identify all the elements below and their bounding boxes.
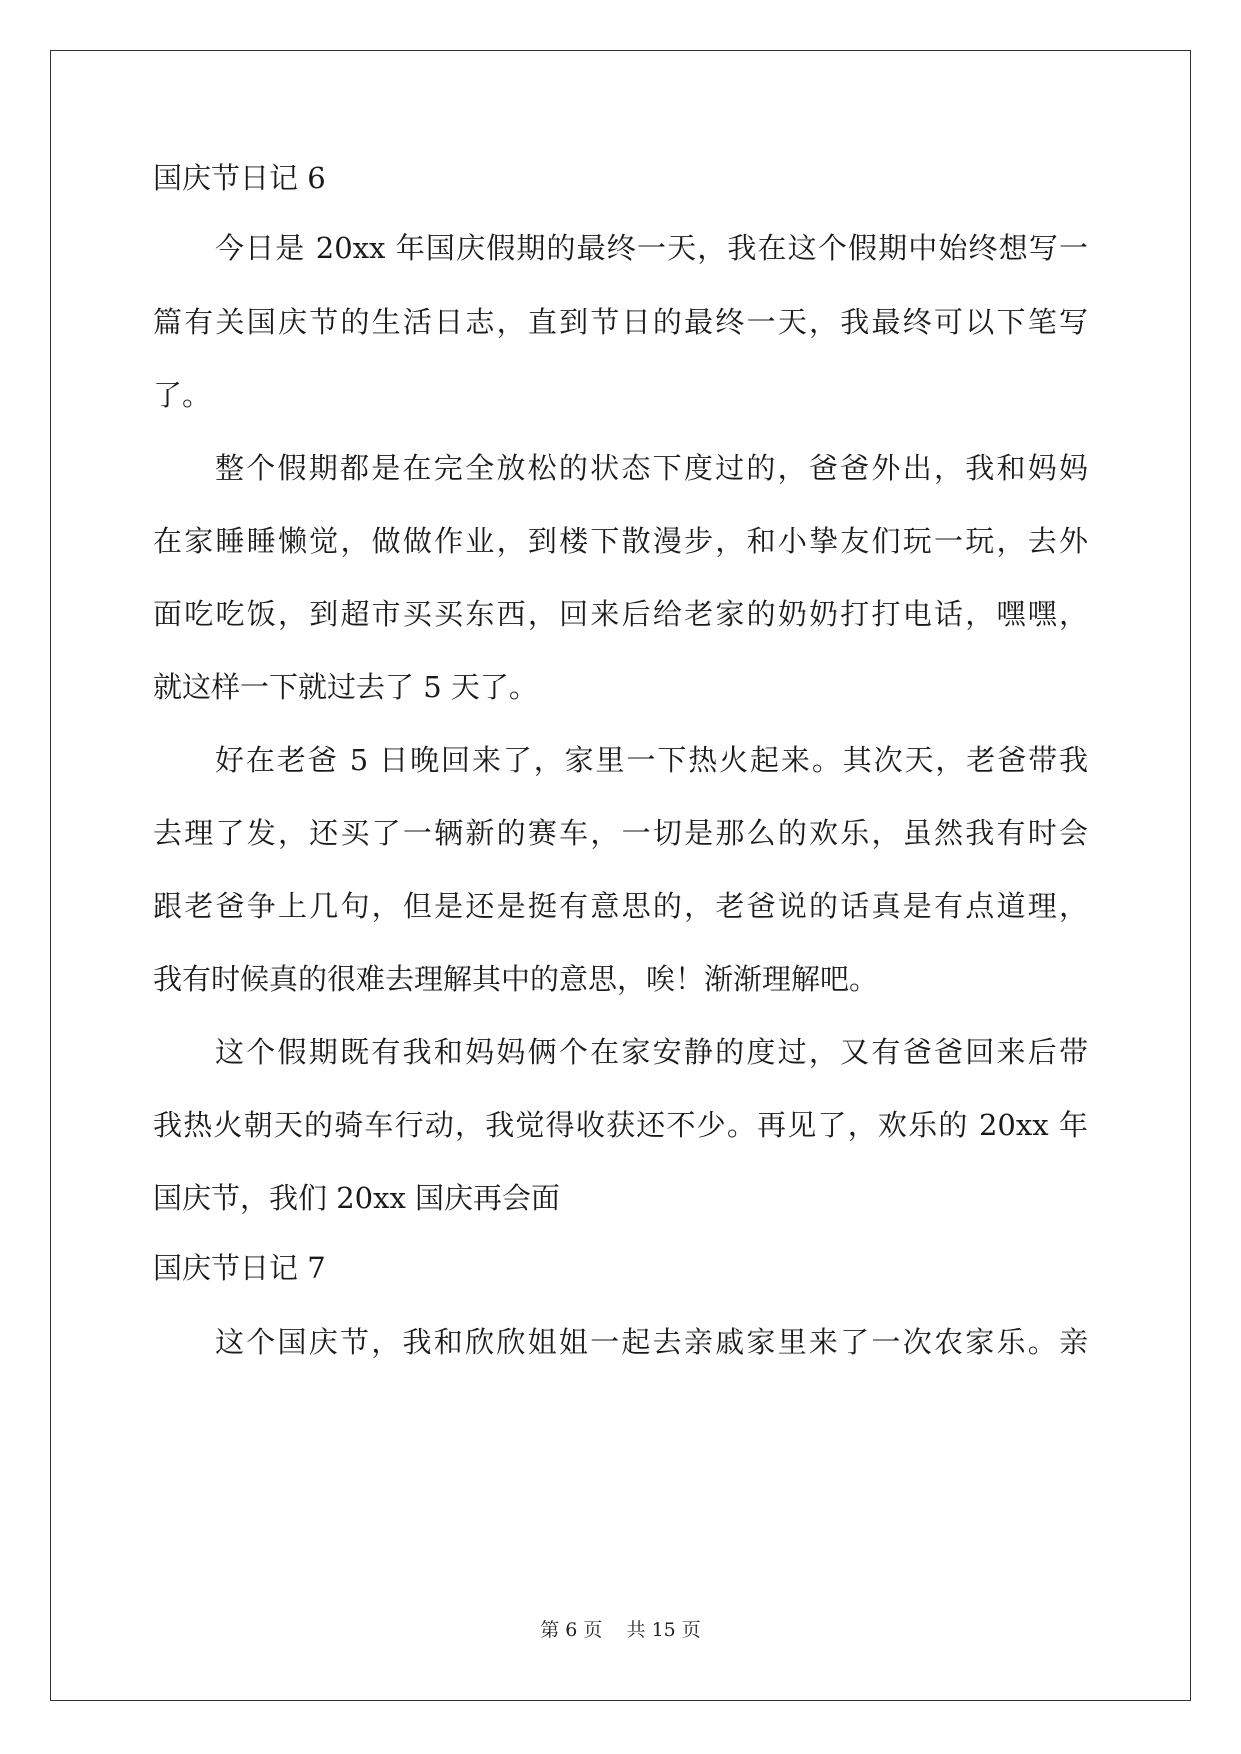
heading-diary-7: 国庆节日记 7	[153, 1251, 326, 1285]
paragraph-line: 去理了发，还买了一辆新的赛车，一切是那么的欢乐，虽然我有时会	[153, 816, 1088, 850]
paragraph-line: 好在老爸 5 日晚回来了，家里一下热火起来。其次天，老爸带我	[215, 743, 1088, 777]
heading-diary-6: 国庆节日记 6	[153, 161, 326, 195]
paragraph-line: 国庆节，我们 20xx 国庆再会面	[153, 1181, 561, 1215]
paragraph-line: 面吃吃饭，到超市买买东西，回来后给老家的奶奶打打电话，嘿嘿，	[153, 597, 1088, 631]
page-number: 第 6 页	[540, 1619, 603, 1641]
paragraph-line: 跟老爸争上几句，但是还是挺有意思的，老爸说的话真是有点道理，	[153, 889, 1088, 923]
total-pages: 共 15 页	[626, 1619, 701, 1641]
paragraph-line: 这个假期既有我和妈妈俩个在家安静的度过，又有爸爸回来后带	[215, 1035, 1088, 1069]
paragraph-line: 就这样一下就过去了 5 天了。	[153, 670, 538, 704]
paragraph-line: 在家睡睡懒觉，做做作业，到楼下散漫步，和小挚友们玩一玩，去外	[153, 524, 1088, 558]
paragraph-line: 今日是 20xx 年国庆假期的最终一天，我在这个假期中始终想写一	[215, 231, 1088, 265]
paragraph-line: 了。	[153, 378, 212, 412]
page-border	[50, 50, 1191, 1701]
page-footer	[0, 1618, 1241, 1642]
paragraph-line: 整个假期都是在完全放松的状态下度过的，爸爸外出，我和妈妈	[215, 451, 1088, 485]
paragraph-line: 我有时候真的很难去理解其中的意思，唉！渐渐理解吧。	[153, 962, 879, 996]
paragraph-line: 这个国庆节，我和欣欣姐姐一起去亲戚家里来了一次农家乐。亲	[215, 1325, 1088, 1359]
paragraph-line: 我热火朝天的骑车行动，我觉得收获还不少。再见了，欢乐的 20xx 年	[153, 1108, 1088, 1142]
paragraph-line: 篇有关国庆节的生活日志，直到节日的最终一天，我最终可以下笔写	[153, 305, 1088, 339]
